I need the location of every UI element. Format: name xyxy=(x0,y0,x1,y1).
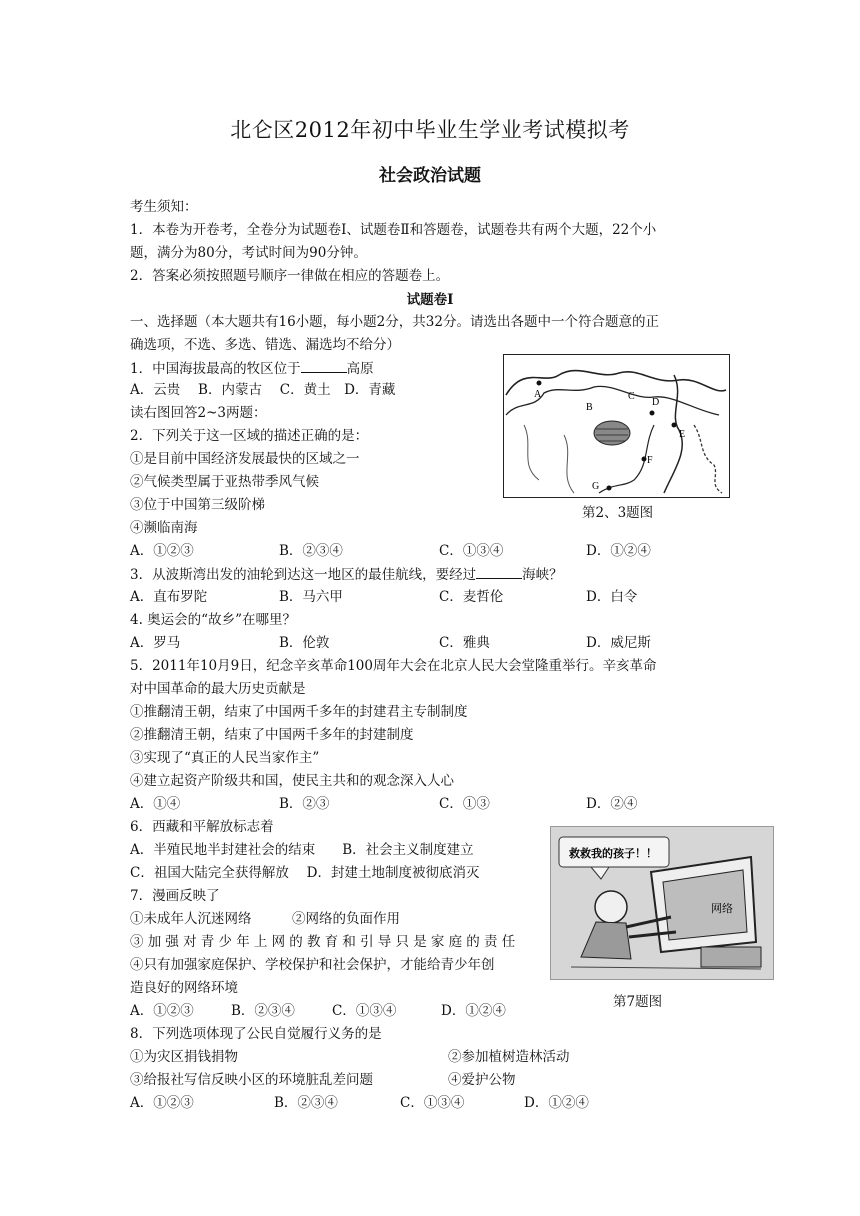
q8-option-b: B．②③④ xyxy=(274,1095,338,1111)
q1-blank xyxy=(301,358,347,373)
q7-option-b: B．②③④ xyxy=(231,1003,295,1019)
q2-statement-2: ②气候类型属于亚热带季风气候 xyxy=(130,474,319,490)
q5-statement-2: ②推翻清王朝，结束了中国两千多年的封建制度 xyxy=(130,727,414,743)
q1-options: A．云贵 B．内蒙古 C．黄土 D．青藏 xyxy=(130,382,396,398)
q5-stem-a: 5．2011年10月9日，纪念辛亥革命100周年大会在北京人民大会堂隆重举行。辛亥革命 xyxy=(130,658,657,674)
q5-statement-3: ③实现了“真正的人民当家作主” xyxy=(130,750,320,766)
q4-option-d: D．威尼斯 xyxy=(586,635,651,651)
map-label-e: E xyxy=(679,429,686,440)
q7-statement-3: ③加强对青少年上网的教育和引导只是家庭的责任 xyxy=(130,934,520,950)
q7-statement-4b: 造良好的网络环境 xyxy=(130,980,238,996)
cartoon-monitor-text: 网络 xyxy=(711,902,733,915)
q8-option-a: A．①②③ xyxy=(130,1095,194,1111)
q7-option-d: D．①②④ xyxy=(441,1003,506,1019)
q5-stem-b: 对中国革命的最大历史贡献是 xyxy=(130,681,306,697)
q2-option-a: A．①②③ xyxy=(130,543,194,559)
map-caption: 第2、3题图 xyxy=(582,505,654,521)
q8-statement-2: ②参加植树造林活动 xyxy=(448,1049,570,1065)
q8-statement-1: ①为灾区捐钱捐物 xyxy=(130,1049,238,1065)
q7-option-a: A．①②③ xyxy=(130,1003,194,1019)
map-figure xyxy=(503,354,730,498)
q7-stem: 7．漫画反映了 xyxy=(130,888,220,904)
map-label-a: A xyxy=(534,389,542,400)
q3-option-d: D．白令 xyxy=(586,589,638,605)
map-label-g: G xyxy=(592,481,600,492)
q4-stem: 4. 奥运会的“故乡”在哪里？ xyxy=(130,612,296,628)
q3-stem-b: 海峡？ xyxy=(522,567,563,583)
cartoon-caption: 第7题图 xyxy=(613,994,663,1010)
q5-option-d: D．②④ xyxy=(586,796,638,812)
exam-subtitle: 社会政治试题 xyxy=(379,166,481,186)
q8-option-d: D．①②④ xyxy=(524,1095,589,1111)
map-label-f: F xyxy=(647,455,653,466)
q2-statement-1: ①是目前中国经济发展最快的区域之一 xyxy=(130,451,360,467)
exam-title: 北仑区2012年初中毕业生学业考试模拟考 xyxy=(230,118,630,142)
q8-statement-4: ④爱护公物 xyxy=(448,1072,516,1088)
q6-options-ab: A．半殖民地半封建社会的结束 B．社会主义制度建立 xyxy=(130,842,474,858)
q2-option-d: D．①②④ xyxy=(586,543,651,559)
q7-statement-4a: ④只有加强家庭保护、学校保护和社会保护，才能给青少年创 xyxy=(130,957,495,973)
q3-option-c: C．麦哲伦 xyxy=(439,589,504,605)
notice-item-1b: 题，满分为80分，考试时间为90分钟。 xyxy=(130,245,367,261)
q1-stem xyxy=(130,358,374,379)
q5-statement-1: ①推翻清王朝，结束了中国两千多年的封建君主专制制度 xyxy=(130,704,468,720)
q2-statement-3: ③位于中国第三级阶梯 xyxy=(130,497,265,513)
q4-option-c: C．雅典 xyxy=(439,635,490,651)
section-instruction-b: 确选项，不选、多选、错选、漏选均不给分） xyxy=(130,337,400,353)
q3-option-a: A．直布罗陀 xyxy=(130,589,208,605)
q2-option-c: C．①③④ xyxy=(439,543,504,559)
region-map xyxy=(504,355,729,497)
cartoon-speech: 救救我的孩子！！ xyxy=(569,847,657,860)
q4-option-a: A．罗马 xyxy=(130,635,181,651)
notice-item-1a: 1．本卷为开卷考，全卷分为试题卷Ⅰ、试题卷Ⅱ和答题卷，试题卷共有两个大题，22个小 xyxy=(130,222,657,238)
section-heading: 试题卷Ⅰ xyxy=(406,292,454,308)
q4-option-b: B．伦敦 xyxy=(279,635,330,651)
q2-statement-4: ④濒临南海 xyxy=(130,520,198,536)
q3-stem-a: 3．从波斯湾出发的油轮到达这一地区的最佳航线，要经过 xyxy=(130,567,477,583)
q8-statement-3: ③给报社写信反映小区的环境脏乱差问题 xyxy=(130,1072,373,1088)
cartoon-figure xyxy=(550,826,774,980)
q5-option-c: C．①③ xyxy=(439,796,490,812)
q3-option-b: B．马六甲 xyxy=(279,589,343,605)
q8-stem: 8．下列选项体现了公民自觉履行义务的是 xyxy=(130,1026,382,1042)
q3-blank xyxy=(476,564,522,579)
q5-statement-4: ④建立起资产阶级共和国，使民主共和的观念深入人心 xyxy=(130,773,454,789)
q5-option-b: B．②③ xyxy=(279,796,330,812)
q6-options-cd: C．祖国大陆完全获得解放 D．封建土地制度被彻底消灭 xyxy=(130,865,480,881)
q7-statements-12: ①未成年人沉迷网络 ②网络的负面作用 xyxy=(130,911,400,927)
notice-heading: 考生须知： xyxy=(130,199,198,215)
q5-option-a: A．①④ xyxy=(130,796,181,812)
section-instruction-a: 一、选择题（本大题共有16小题，每小题2分，共32分。请选出各题中一个符合题意的正 xyxy=(130,314,659,330)
q1-stem-a: 1．中国海拔最高的牧区位于 xyxy=(130,361,301,377)
q2-option-b: B．②③④ xyxy=(279,543,343,559)
cartoon-image xyxy=(551,827,773,979)
map-label-c: C xyxy=(628,391,635,402)
q2-stem: 2．下列关于这一区域的描述正确的是： xyxy=(130,428,369,444)
q1-stem-b: 高原 xyxy=(346,361,374,377)
map-label-d: D xyxy=(652,397,660,408)
q7-option-c: C．①③④ xyxy=(332,1003,397,1019)
q3-stem xyxy=(130,564,563,585)
notice-item-2: 2．答案必须按照题号顺序一律做在相应的答题卷上。 xyxy=(130,268,450,284)
read-map-instruction: 读右图回答2~3两题： xyxy=(130,405,267,421)
q6-stem: 6．西藏和平解放标志着 xyxy=(130,819,274,835)
q8-option-c: C．①③④ xyxy=(400,1095,465,1111)
map-label-b: B xyxy=(586,402,593,413)
